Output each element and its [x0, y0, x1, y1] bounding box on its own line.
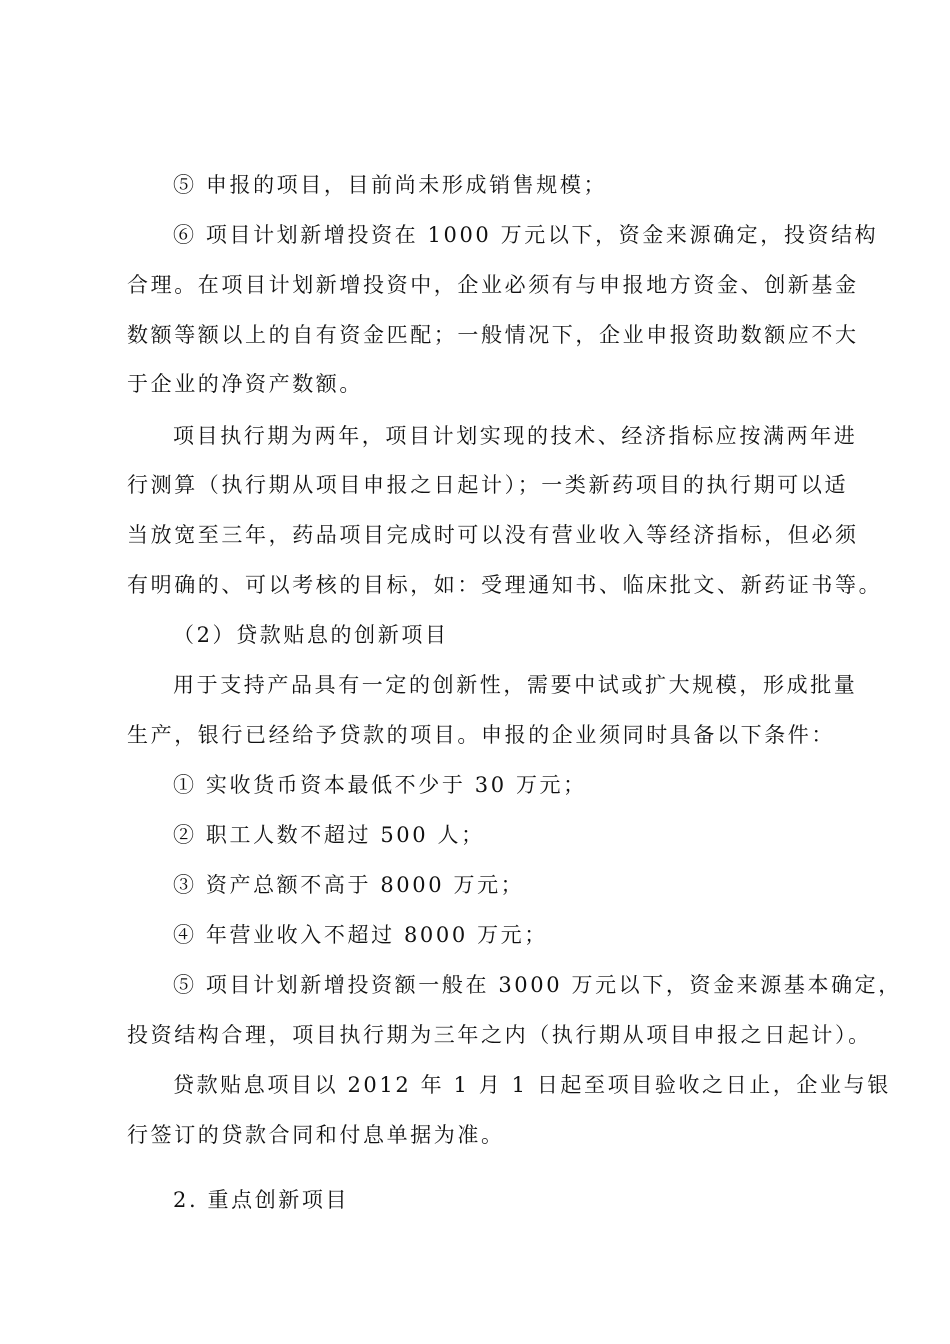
- item-6-investment-line-3: 数额等额以上的自有资金匹配；一般情况下，企业申报资助数额应不大: [127, 323, 859, 347]
- execution-period-line-1: 项目执行期为两年，项目计划实现的技术、经济指标应按满两年进: [173, 424, 858, 448]
- execution-period-line-4: 有明确的、可以考核的目标，如：受理通知书、临床批文、新药证书等。: [127, 573, 883, 597]
- condition-1-capital: ① 实收货币资本最低不少于 30 万元；: [173, 773, 587, 797]
- execution-period-line-2: 行测算（执行期从项目申报之日起计）；一类新药项目的执行期可以适: [127, 473, 849, 497]
- item-6-investment-line-2: 合理。在项目计划新增投资中，企业必须有与申报地方资金、创新基金: [127, 273, 859, 297]
- loan-subsidy-basis-line-2: 行签订的贷款合同和付息单据为准。: [127, 1123, 505, 1147]
- condition-5-investment-line-2: 投资结构合理，项目执行期为三年之内（执行期从项目申报之日起计）。: [127, 1023, 872, 1047]
- condition-4-revenue: ④ 年营业收入不超过 8000 万元；: [173, 923, 548, 947]
- section-heading-loan-subsidy: （2）贷款贴息的创新项目: [173, 623, 449, 647]
- item-6-investment-line-1: ⑥ 项目计划新增投资在 1000 万元以下，资金来源确定，投资结构: [173, 223, 879, 247]
- condition-3-total-assets: ③ 资产总额不高于 8000 万元；: [173, 873, 525, 897]
- execution-period-line-3: 当放宽至三年，药品项目完成时可以没有营业收入等经济指标，但必须: [127, 523, 859, 547]
- item-6-investment-line-4: 于企业的净资产数额。: [127, 372, 363, 396]
- condition-5-investment-line-1: ⑤ 项目计划新增投资额一般在 3000 万元以下，资金来源基本确定，: [173, 973, 902, 997]
- loan-subsidy-intro-line-2: 生产，银行已经给予贷款的项目。申报的企业须同时具备以下条件：: [127, 723, 835, 747]
- loan-subsidy-basis-line-1: 贷款贴息项目以 2012 年 1 月 1 日起至项目验收之日止，企业与银: [173, 1073, 891, 1097]
- condition-2-employees: ② 职工人数不超过 500 人；: [173, 823, 485, 847]
- section-heading-key-innovation: 2. 重点创新项目: [173, 1188, 350, 1212]
- item-5-sales-scale: ⑤ 申报的项目，目前尚未形成销售规模；: [173, 173, 608, 197]
- loan-subsidy-intro-line-1: 用于支持产品具有一定的创新性，需要中试或扩大规模，形成批量: [173, 673, 858, 697]
